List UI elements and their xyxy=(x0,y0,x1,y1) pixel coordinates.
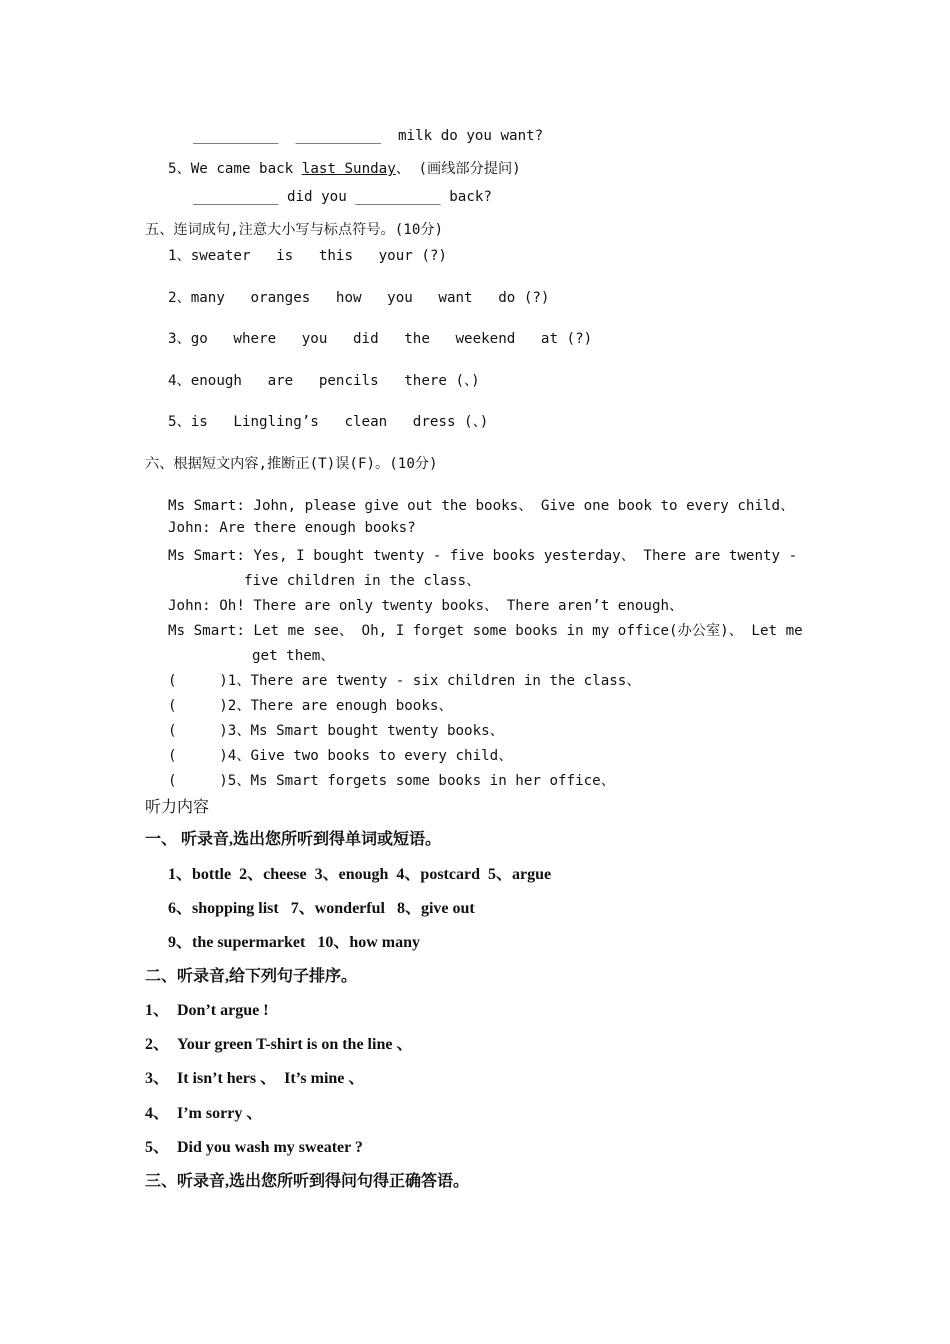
dialogue-line: John: Are there enough books? xyxy=(168,520,416,536)
listening-part2-line: 1、 Don’t argue ! xyxy=(145,1002,269,1019)
listening-title: 听力内容 xyxy=(145,799,210,816)
listening-part1-line: 6、shopping list 7、wonderful 8、give out xyxy=(168,900,475,917)
listening-part3-title: 三、听录音,选出您所听到得问句得正确答语。 xyxy=(145,1173,470,1190)
q5-suffix: 、 (画线部分提问) xyxy=(395,161,521,177)
listening-part2-title: 二、听录音,给下列句子排序。 xyxy=(145,968,358,985)
section5-title: 五、连词成句,注意大小写与标点符号。(10分) xyxy=(145,222,444,238)
dialogue-line: Ms Smart: John, please give out the books、 Give one book to every child、 xyxy=(168,498,795,514)
section5-item: 4、enough are pencils there (、) xyxy=(168,373,480,389)
section5-item: 2、many oranges how you want do (?) xyxy=(168,290,550,306)
q5-line xyxy=(168,158,521,178)
listening-part1-title: 一、 听录音,选出您所听到得单词或短语。 xyxy=(145,831,442,848)
q5-underlined: last Sunday xyxy=(301,161,396,177)
listening-part2-line: 3、 It isn’t hers 、 It’s mine 、 xyxy=(145,1070,365,1087)
section5-item: 5、is Lingling’s clean dress (、) xyxy=(168,414,489,430)
tf-question: ( )4、Give two books to every child、 xyxy=(168,748,513,764)
dialogue-line: Ms Smart: Yes, I bought twenty - five books yesterday、 There are twenty - xyxy=(168,548,798,564)
tf-question: ( )2、There are enough books、 xyxy=(168,698,453,714)
listening-part1-line: 9、the supermarket 10、how many xyxy=(168,934,420,951)
section6-title: 六、根据短文内容,推断正(T)误(F)。(10分) xyxy=(145,456,438,472)
section5-item: 1、sweater is this your (?) xyxy=(168,248,447,264)
dialogue-line: get them、 xyxy=(252,648,335,664)
listening-part1-line: 1、bottle 2、cheese 3、enough 4、postcard 5、argue xyxy=(168,866,552,883)
listening-part2-line: 4、 I’m sorry 、 xyxy=(145,1105,263,1122)
tf-question: ( )5、Ms Smart forgets some books in her office、 xyxy=(168,773,615,789)
dialogue-line: John: Oh! There are only twenty books、 There aren’t enough、 xyxy=(168,598,684,614)
listening-part2-line: 5、 Did you wash my sweater ? xyxy=(145,1139,363,1156)
listening-part2-line: 2、 Your green T-shirt is on the line 、 xyxy=(145,1036,413,1053)
tf-question: ( )3、Ms Smart bought twenty books、 xyxy=(168,723,504,739)
q4-blank-line: __________ __________ milk do you want? xyxy=(193,128,544,144)
q5-prefix: 5、We came back xyxy=(168,161,302,177)
q5-blank-line: __________ did you __________ back? xyxy=(193,189,492,205)
tf-question: ( )1、There are twenty - six children in the class、 xyxy=(168,673,641,689)
section5-item: 3、go where you did the weekend at (?) xyxy=(168,331,593,347)
dialogue-line: Ms Smart: Let me see、 Oh, I forget some books in my office(办公室)、 Let me xyxy=(168,623,803,639)
dialogue-line: five children in the class、 xyxy=(244,573,481,589)
